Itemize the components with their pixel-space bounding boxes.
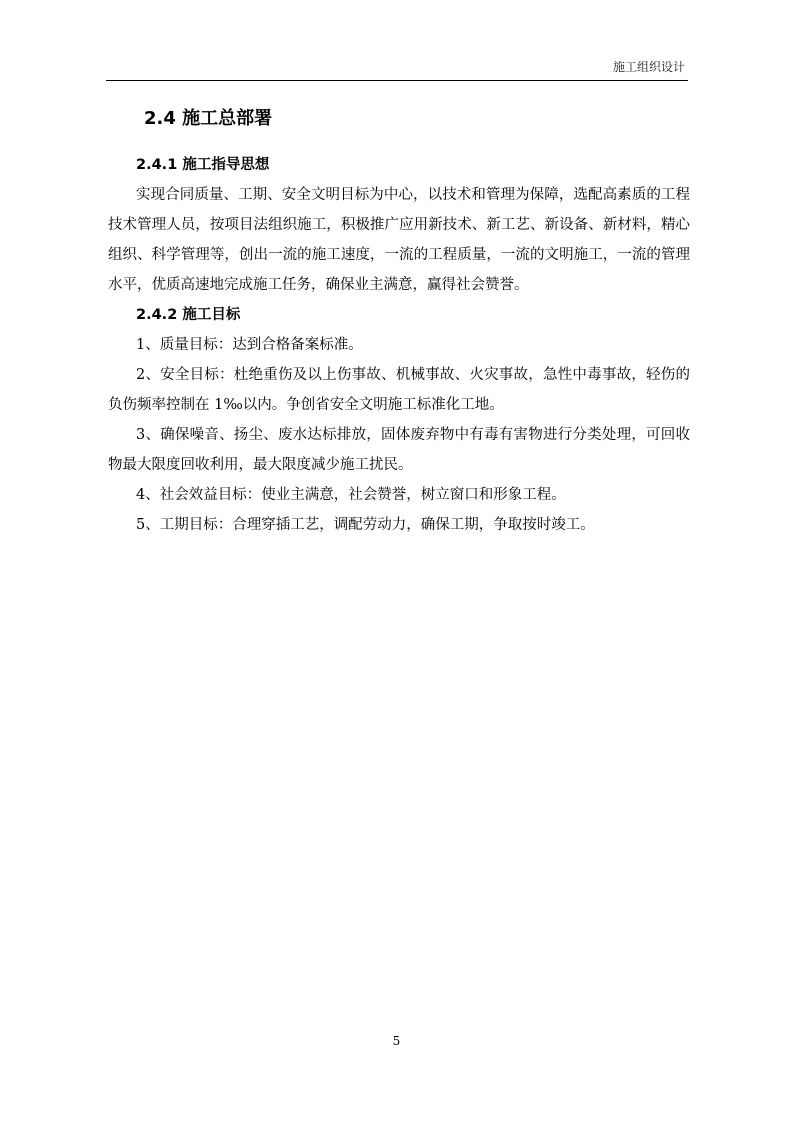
header-divider bbox=[106, 80, 688, 81]
paragraph: 实现合同质量、工期、安全文明目标为中心，以技术和管理为保障，选配高素质的工程技术管理人员，按项目法组织施工，积极推广应用新技术、新工艺、新设备、新材料，精心组织、科学管理等，创出一流的施工速度，一流的工程质量，一流的文明施工，一流的管理水平，优质高速地完成施工任务，确保业主满意，赢得社会赞誉。 bbox=[108, 187, 690, 293]
goal-safety: 2、安全目标：杜绝重伤及以上伤事故、机械事故、火灾事故，急性中毒事故，轻伤的负伤频率控制在 1‰以内。争创省安全文明施工标准化工地。 bbox=[108, 367, 690, 413]
goal-social-benefit: 4、社会效益目标：使业主满意，社会赞誉，树立窗口和形象工程。 bbox=[136, 487, 566, 503]
running-header: 施工组织设计 bbox=[612, 60, 685, 74]
goal-schedule: 5、工期目标：合理穿插工艺，调配劳动力，确保工期，争取按时竣工。 bbox=[136, 517, 595, 533]
subsection-title: 2.4.1 施工指导思想 bbox=[136, 157, 270, 173]
page-number: 5 bbox=[392, 1034, 401, 1048]
goal-environment: 3、确保噪音、扬尘、废水达标排放，固体废弃物中有毒有害物进行分类处理，可回收物最大限度回收利用，最大限度减少施工扰民。 bbox=[108, 427, 690, 473]
section-title: 2.4 施工总部署 bbox=[144, 108, 273, 129]
subsection-title: 2.4.2 施工目标 bbox=[136, 307, 241, 323]
subsection-construction-goals bbox=[108, 300, 690, 540]
subsection-guiding-ideology bbox=[108, 150, 690, 300]
document-body bbox=[108, 150, 690, 540]
goal-quality: 1、质量目标：达到合格备案标准。 bbox=[136, 337, 363, 353]
